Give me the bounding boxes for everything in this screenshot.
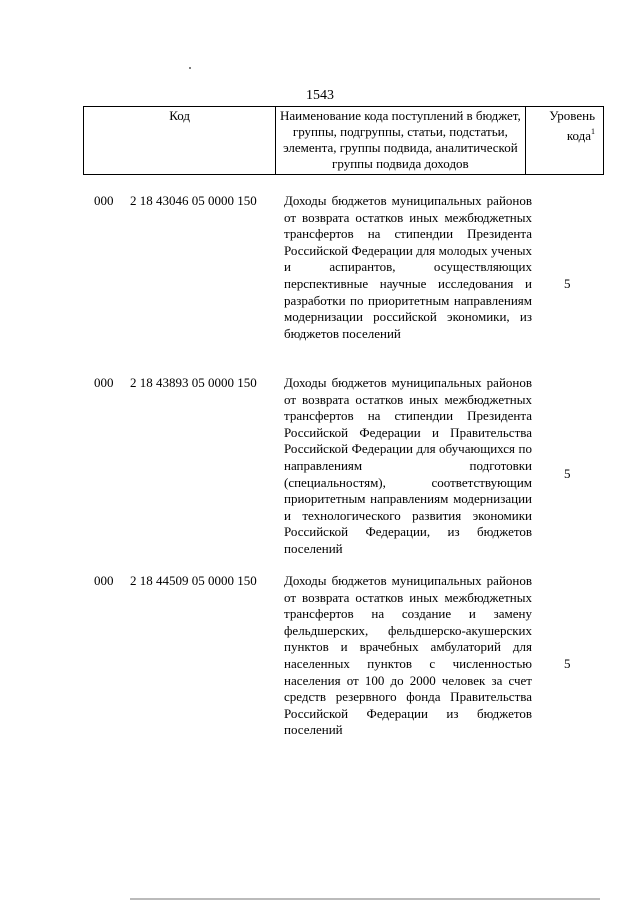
code-level: 5 [564, 656, 571, 671]
admin-code: 000 [94, 375, 114, 390]
income-name: Доходы бюджетов муниципальных районов от возврата остатков иных межбюджетных трансфертов на создание и замену фельдшерских, фельдшерско-акушерских пунктов и врачебных амбулаторий для населенных пунктов с численностью населения от 100 до 2000 человек за счет средств резервного фонда Правительства Российской Федерации из бюджетов поселений [284, 573, 532, 738]
header-code: Код [84, 107, 276, 175]
admin-code: 000 [94, 193, 114, 208]
admin-code: 000 [94, 573, 114, 588]
header-name: Наименование кода поступлений в бюджет, группы, подгруппы, статьи, подстатьи, элемента, группы подвида, аналитической группы подвида доходов [276, 107, 525, 175]
footnote-marker: 1 [591, 127, 595, 136]
scan-speck [189, 67, 191, 69]
header-level: Уровень кода$^1$ [525, 107, 603, 175]
income-code: 2 18 43893 05 0000 150 [130, 375, 257, 390]
income-code: 2 18 44509 05 0000 150 [130, 573, 257, 588]
code-level: 5 [564, 466, 571, 481]
code-level: 5 [564, 276, 571, 291]
scan-edge-mark [130, 898, 600, 900]
income-code: 2 18 43046 05 0000 150 [130, 193, 257, 208]
table-header [83, 106, 604, 175]
page-number: 1543 [306, 88, 334, 103]
income-name: Доходы бюджетов муниципальных районов от возврата остатков иных межбюджетных трансфертов на стипендии Президента Российской Федерации для молодых ученых и аспирантов, осуществляющих перспективные научные исследования и разработки по приоритетным направлениям модернизации российской экономики, из бюджетов поселений [284, 193, 532, 341]
income-name: Доходы бюджетов муниципальных районов от возврата остатков иных межбюджетных трансфертов на стипендии Президента Российской Федерации и Правительства Российской Федерации для обучающихся по направлениям подготовки (специальностям), соответствующим приоритетным направлениям модернизации и технологического развития экономики Российской Федерации, из бюджетов поселений [284, 375, 532, 556]
